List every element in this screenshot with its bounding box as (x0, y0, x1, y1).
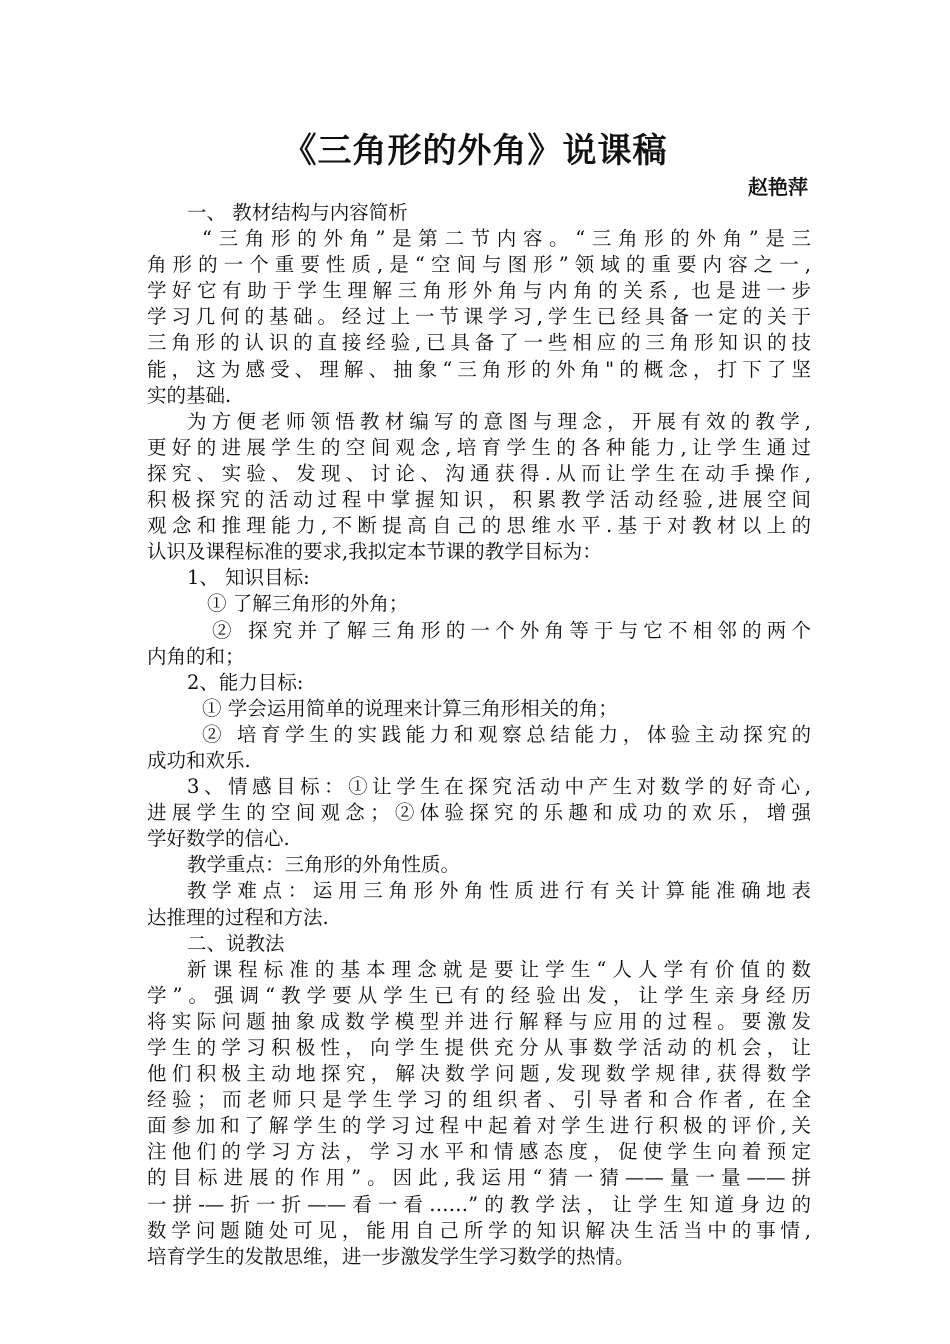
text-line: ② 探究并了解三角形的一个外角等于与它不相邻的两个 (212, 618, 811, 642)
text-line: 进展学生的空间观念；②体验探究的乐趣和成功的欢乐，增强 (147, 801, 811, 825)
text-line: 观念和推理能力,不断提高自己的思维水平.基于对教材以上的 (147, 514, 811, 538)
objective-heading: 1、 知识目标: (187, 566, 310, 590)
text-line: 角形的一个重要性质,是“空间与图形”领域的重要内容之一, (147, 253, 811, 277)
text-line: 认识及课程标准的要求,我拟定本节课的教学目标为： (147, 540, 602, 564)
text-line: 数学问题随处可见，能用自己所学的知识解决生活当中的事情, (147, 1218, 811, 1242)
objective-heading: 3、情感目标：①让学生在探究活动中产生对数学的好奇心, (187, 775, 811, 799)
text-line: ① 了解三角形的外角； (207, 592, 409, 616)
section-heading: 一、 教材结构与内容简析 (187, 201, 408, 224)
text-line: 三角形的认识的直接经验,已具备了一些相应的三角形知识的技 (147, 331, 811, 355)
text-line: 学”。强调“教学要从学生已有的经验出发，让学生亲身经历 (147, 983, 811, 1007)
objective-heading: 2、能力目标: (187, 670, 304, 694)
text-line: 新课程标准的基本理念就是要让学生“人人学有价值的数 (187, 957, 811, 981)
text-line: 积极探究的活动过程中掌握知识，积累教学活动经验,进展空间 (147, 488, 811, 512)
text-line: 内角的和； (147, 644, 245, 668)
text-line: 探究、实验、发现、讨论、沟通获得.从而让学生在动手操作, (147, 461, 811, 485)
text-line: 能，这为感受、理解、抽象“三角形的外角"的概念，打下了坚 (147, 357, 811, 381)
text-line: 教学难点：运用三角形外角性质进行有关计算能准确地表 (187, 879, 811, 903)
text-line: 为方便老师领悟教材编写的意图与理念，开展有效的教学, (187, 409, 811, 433)
text-line: 将实际问题抽象成数学模型并进行解释与应用的过程。要激发 (147, 1009, 811, 1033)
text-line: 学习几何的基础。经过上一节课学习,学生已经具备一定的关于 (147, 305, 811, 329)
text-line: 经验；而老师只是学生学习的组织者、引导者和合作者, 在全 (147, 1088, 811, 1112)
document-title: 《三角形的外角》说课稿 (282, 131, 668, 171)
text-line: 教学重点：三角形的外角性质。 (187, 853, 461, 877)
text-line: 的目标进展的作用”。因此,我运用“猜一猜——量一量——拼 (147, 1166, 811, 1190)
text-line: 学好数学的信心. (147, 827, 290, 851)
text-line: 面参加和了解学生的学习过程中起着对学生进行积极的评价,关 (147, 1114, 811, 1138)
text-line: 注他们的学习方法，学习水平和情感态度，促使学生向着预定 (147, 1140, 811, 1164)
document-body (147, 200, 811, 1270)
author-name: 赵艳萍 (748, 175, 808, 199)
text-line: ② 培育学生的实践能力和观察总结能力，体验主动探究的 (202, 722, 811, 746)
section-heading: 二、说教法 (187, 931, 285, 955)
text-line: 达推理的过程和方法. (147, 905, 329, 929)
text-line: ① 学会运用简单的说理来计算三角形相关的角； (202, 696, 618, 720)
text-line: 一拼-—折一折——看一看……”的教学法，让学生知道身边的 (147, 1192, 811, 1216)
text-line: 更好的进展学生的空间观念,培育学生的各种能力,让学生通过 (147, 435, 811, 459)
text-line: “三角形的外角”是第二节内容。“三角形的外角”是三 (202, 227, 811, 251)
text-line: 学好它有助于学生理解三角形外角与内角的关系, 也是进一步 (147, 279, 811, 303)
text-line: 培育学生的发散思维，进一步激发学生学习数学的热情。 (147, 1244, 635, 1268)
text-line: 他们积极主动地探究，解决数学问题,发现数学规律,获得数学 (147, 1062, 811, 1086)
text-line: 学生的学习积极性，向学生提供充分从事数学活动的机会，让 (147, 1036, 811, 1059)
text-line: 实的基础. (147, 383, 232, 407)
text-line: 成功和欢乐. (147, 748, 251, 772)
